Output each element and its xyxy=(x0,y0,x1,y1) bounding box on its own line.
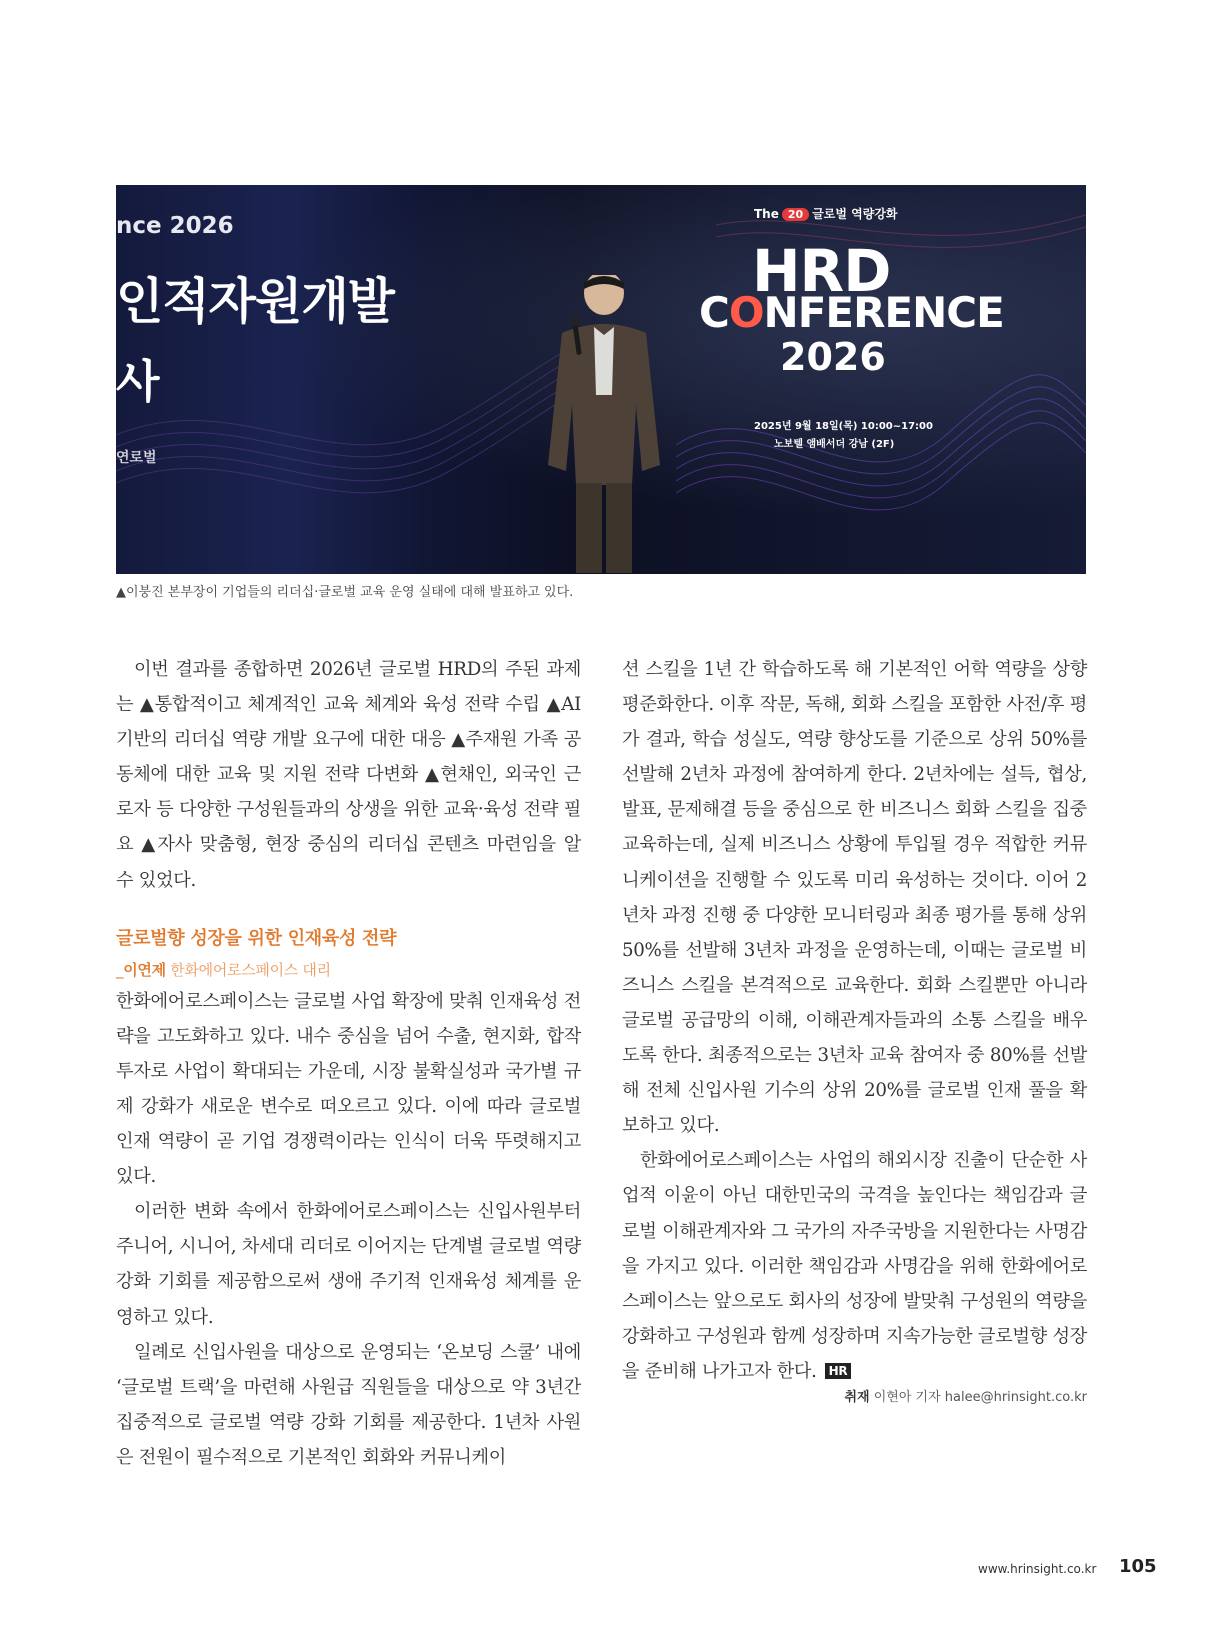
conference-photo xyxy=(116,185,1086,574)
brand-prefix: The xyxy=(754,207,779,221)
reporter-credit xyxy=(622,1386,1087,1405)
footer-url: www.hrinsight.co.kr xyxy=(978,1562,1097,1576)
left-screen-title-line2: 사 xyxy=(116,355,160,408)
byline-affiliation: 한화에어로스페이스 대리 xyxy=(165,960,331,979)
photo-caption: ▲이붕진 본부장이 기업들의 리더십·글로벌 교육 운영 실태에 대해 발표하고 있다. xyxy=(116,585,574,600)
right-screen-venue: 노보텔 앰배서더 강남 (2F) xyxy=(774,439,895,450)
right-screen-year: 2026 xyxy=(780,335,886,379)
conference-c: C xyxy=(699,288,729,337)
reporter-label: 취재 xyxy=(844,1390,870,1405)
right-screen-brand xyxy=(754,205,898,222)
byline-prefix: _ xyxy=(116,960,124,979)
page-number: 105 xyxy=(1119,1556,1157,1577)
hr-end-badge: HR xyxy=(825,1363,852,1379)
speaker-figure xyxy=(532,275,672,574)
brand-suffix: 글로벌 역량강화 xyxy=(812,207,898,221)
right-column xyxy=(622,652,1087,1389)
left-screen-title-line1: 인적자원개발 xyxy=(116,273,395,330)
left-column xyxy=(116,652,581,1475)
byline xyxy=(116,956,581,984)
body-paragraph-3: 일례로 신입사원을 대상으로 운영되는 ‘온보딩 스쿨’ 내에 ‘글로벌 트랙’을 마련해 사원급 직원들을 대상으로 약 3년간 집중적으로 글로벌 역량 강화 기회를 제공한다. 1년차 사원은 전원이 필수적으로 기본적인 회화와 커뮤니케이 xyxy=(116,1341,581,1468)
conference-o-ring: O xyxy=(728,288,764,337)
intro-paragraph: 이번 결과를 종합하면 2026년 글로벌 HRD의 주된 과제는 ▲통합적이고 체계적인 교육 체계와 육성 전략 수립 ▲AI 기반의 리더십 역량 개발 요구에 대한 대응 ▲주재원 가족 공동체에 대한 교육 및 지원 전략 다변화 ▲현채인, 외국인 근로자 등 다양한 구성원들과의 상생을 위한 교육·육성 전략 필요 ▲자사 맞춤형, 현장 중심의 리더십 콘텐츠 마련임을 알 수 있었다. xyxy=(116,659,581,891)
byline-name: 이연제 xyxy=(123,960,166,979)
body-paragraph-1: 한화에어로스페이스는 글로벌 사업 확장에 맞춰 인재육성 전략을 고도화하고 있다. 내수 중심을 넘어 수출, 현지화, 합작투자로 사업이 확대되는 가운데, 시장 불확실성과 국가별 규제 강화가 새로운 변수로 떠오르고 있다. 이에 따라 글로벌 인재 역량이 곧 기업 경쟁력이라는 인식이 더욱 뚜렷해지고 있다. xyxy=(116,990,581,1188)
right-screen-date: 2025년 9월 18일(목) 10:00~17:00 xyxy=(754,421,933,432)
body-paragraph-4: 션 스킬을 1년 간 학습하도록 해 기본적인 어학 역량을 상향평준화한다. 이후 작문, 독해, 회화 스킬을 포함한 사전/후 평가 결과, 학습 성실도, 역량 향상도를 기준으로 상위 50%를 선발해 2년차 과정에 참여하게 한다. 2년차에는 설득, 협상, 발표, 문제해결 등을 중심으로 한 비즈니스 회화 스킬을 집중 교육하는데, 실제 비즈니스 상황에 투입될 경우 적합한 커뮤니케이션을 진행할 수 있도록 미리 육성하는 것이다. 이어 2년차 과정 진행 중 다양한 모니터링과 최종 평가를 통해 상위 50%를 선발해 3년차 과정을 운영하는데, 이때는 글로벌 비즈니스 스킬을 본격적으로 교육한다. 회화 스킬뿐만 아니라 글로벌 공급망의 이해, 이해관계자들과의 소통 스킬을 배우도록 한다. 최종적으로는 3년차 교육 참여자 중 80%를 선발해 전체 신입사원 기수의 상위 20%를 글로벌 인재 풀을 확보하고 있다. xyxy=(622,659,1087,1137)
body-paragraph-5-text: 한화에어로스페이스는 사업의 해외시장 진출이 단순한 사업적 이윤이 아닌 대한민국의 국격을 높인다는 책임감과 글로벌 이해관계자와 그 국가의 자주국방을 지원한다는 사명감을 가지고 있다. 이러한 책임감과 사명감을 위해 한화에어로스페이스는 앞으로도 회사의 성장에 발맞춰 구성원의 역량을 강화하고 구성원과 함께 성장하며 지속가능한 글로벌향 성장을 준비해 나가고자 한다. xyxy=(622,1150,1087,1382)
brand-pill: 20 xyxy=(782,208,809,221)
left-screen-small-text: 연로벌 xyxy=(116,450,157,466)
left-screen-conference-text: nce 2026 xyxy=(116,213,234,239)
conference-rest: NFERENCE xyxy=(763,288,1004,337)
reporter-text: 이현아 기자 halee@hrinsight.co.kr xyxy=(869,1390,1087,1405)
right-screen-hrd: HRD xyxy=(752,237,891,305)
right-screen-conference xyxy=(699,288,1004,337)
body-paragraph-2: 이러한 변화 속에서 한화에어로스페이스는 신입사원부터 주니어, 시니어, 차세대 리더로 이어지는 단계별 글로벌 역량 강화 기회를 제공함으로써 생애 주기적 인재육성 체계를 운영하고 있다. xyxy=(116,1201,581,1328)
body-paragraph-5 xyxy=(622,1143,1087,1389)
section-title: 글로벌향 성장을 위한 인재육성 전략 xyxy=(116,927,397,949)
